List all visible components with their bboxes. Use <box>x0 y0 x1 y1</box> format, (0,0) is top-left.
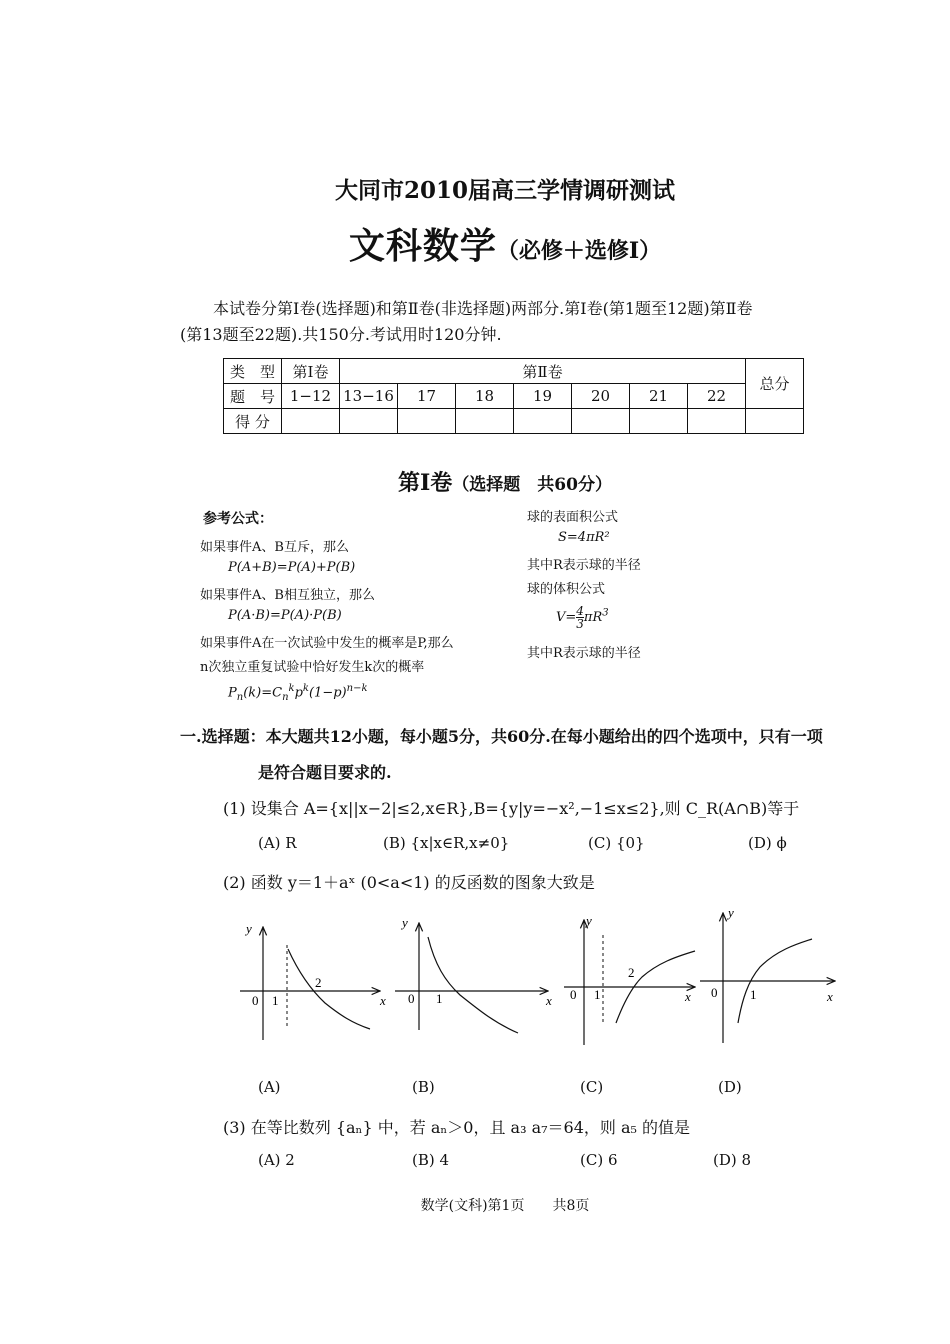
graph-d-origin: 0 <box>711 985 718 1000</box>
formula-line: n次独立重复试验中恰好发生k次的概率 <box>200 660 425 675</box>
graph-a[interactable] <box>240 921 386 1040</box>
graph-d[interactable] <box>700 905 835 1043</box>
q1-option-b[interactable]: (B) {x|x∈R,x≠0} <box>383 834 510 852</box>
subject-name: 文科数学 <box>348 225 497 267</box>
score-input-cell[interactable] <box>746 409 804 434</box>
q3-option-c[interactable]: (C) 6 <box>580 1151 618 1169</box>
score-input-cell[interactable] <box>514 409 572 434</box>
part-one-heading: 一.选择题：本大题共12小题，每小题5分，共60分.在每小题给出的四个选项中，只有一项 <box>180 727 823 746</box>
graph-d-one: 1 <box>750 987 757 1002</box>
formula-line: 其中R表示球的半径 <box>527 558 641 573</box>
score-input-cell[interactable] <box>282 409 340 434</box>
graph-c-origin: 0 <box>570 987 577 1002</box>
formula-line: 如果事件A、B互斥，那么 <box>200 540 349 555</box>
graph-a-curve <box>288 949 370 1029</box>
subject-title <box>0 218 950 269</box>
num-cell: 18 <box>456 384 514 409</box>
q3-option-a[interactable]: (A) 2 <box>258 1151 295 1169</box>
q1-option-a[interactable]: (A) R <box>258 834 297 852</box>
page-footer: 数学(文科)第1页 共8页 <box>420 1198 590 1214</box>
q2-option-c[interactable]: (C) <box>580 1078 604 1096</box>
q2-option-a[interactable]: (A) <box>258 1078 281 1096</box>
reference-heading: 参考公式： <box>203 511 273 527</box>
question-3-stem: (3) 在等比数列 {aₙ} 中，若 aₙ＞0，且 a₃ a₇＝64，则 a₅ 的值是 <box>223 1118 691 1137</box>
row-label-type: 类 型 <box>224 359 282 384</box>
q2-graphs <box>230 905 850 1075</box>
formula-line: S=4πR² <box>558 530 610 545</box>
graph-b-origin: 0 <box>408 991 415 1006</box>
subject-scope: （必修＋选修Ⅰ） <box>496 238 662 264</box>
q1-option-c[interactable]: (C) {0} <box>588 834 645 852</box>
graph-a-two: 2 <box>315 975 322 990</box>
sphere-volume-formula: V= $\frac{4}{3}$ $\pi R^3$ <box>556 604 609 631</box>
formula-line: 如果事件A在一次试验中发生的概率是P,那么 <box>200 636 454 651</box>
part1-header: 第Ⅰ卷 <box>282 359 340 384</box>
formula-line: 其中R表示球的半径 <box>527 646 641 661</box>
graph-c-x-label: x <box>685 989 691 1004</box>
graph-b-one: 1 <box>436 991 443 1006</box>
graph-c-two: 2 <box>628 965 635 980</box>
formula-line: 球的表面积公式 <box>527 510 619 525</box>
exam-title: 大同市2010届高三学情调研测试 <box>334 177 675 204</box>
graph-c[interactable] <box>564 913 695 1045</box>
formula-line: P(A+B)=P(A)+P(B) <box>228 560 356 575</box>
score-table <box>223 358 804 434</box>
num-cell: 22 <box>688 384 746 409</box>
num-cell: 17 <box>398 384 456 409</box>
formula-line: 如果事件A、B相互独立，那么 <box>200 588 375 603</box>
q3-option-b[interactable]: (B) 4 <box>412 1151 450 1169</box>
num-cell: 20 <box>572 384 630 409</box>
formula-line: 球的体积公式 <box>527 582 606 597</box>
graph-a-one: 1 <box>272 993 279 1008</box>
score-input-cell[interactable] <box>398 409 456 434</box>
num-cell: 19 <box>514 384 572 409</box>
graph-b-curve <box>428 937 518 1033</box>
graph-d-x-label: x <box>827 989 833 1004</box>
q3-option-d[interactable]: (D) 8 <box>713 1151 752 1169</box>
graph-a-y-label: y <box>246 921 252 936</box>
q2-option-d[interactable]: (D) <box>718 1078 742 1096</box>
row-label-score: 得 分 <box>224 409 282 434</box>
score-input-cell[interactable] <box>340 409 398 434</box>
graph-a-x-label: x <box>380 993 386 1008</box>
graph-b[interactable] <box>395 915 552 1033</box>
num-cell: 1−12 <box>282 384 340 409</box>
q2-option-b[interactable]: (B) <box>412 1078 435 1096</box>
q1-option-d[interactable]: (D) ϕ <box>748 834 787 852</box>
score-input-cell[interactable] <box>572 409 630 434</box>
graph-c-one: 1 <box>594 987 601 1002</box>
intro-line-2: (第13题至22题).共150分.考试用时120分钟. <box>180 325 502 344</box>
section-subtitle: （选择题 共60分） <box>452 475 612 495</box>
score-input-cell[interactable] <box>688 409 746 434</box>
intro-line-1: 本试卷分第Ⅰ卷(选择题)和第Ⅱ卷(非选择题)两部分.第Ⅰ卷(第1题至12题)第Ⅱ卷 <box>213 299 753 318</box>
section-name: 第Ⅰ卷 <box>398 470 453 496</box>
score-input-cell[interactable] <box>630 409 688 434</box>
row-label-number: 题 号 <box>224 384 282 409</box>
num-cell: 21 <box>630 384 688 409</box>
part-one-heading-cont: 是符合题目要求的. <box>258 763 392 782</box>
graph-a-origin: 0 <box>252 993 259 1008</box>
score-input-cell[interactable] <box>456 409 514 434</box>
binomial-formula: $P_n(k)=C_n^kp^k(1-p)^{n-k}$ <box>228 683 368 703</box>
num-cell: 13−16 <box>340 384 398 409</box>
question-1-stem: (1) 设集合 A={x||x−2|≤2,x∈R},B={y|y=−x²,−1≤x≤2},则 C_R(A∩B)等于 <box>223 799 800 818</box>
section-title <box>0 466 950 497</box>
question-2-stem: (2) 函数 y＝1＋aˣ (0<a<1) 的反函数的图象大致是 <box>223 873 595 892</box>
part2-header: 第Ⅱ卷 <box>340 359 746 384</box>
total-header: 总分 <box>746 359 804 409</box>
graph-c-y-label: y <box>586 913 592 928</box>
graph-b-x-label: x <box>546 993 552 1008</box>
graph-d-y-label: y <box>728 905 734 920</box>
graph-b-y-label: y <box>402 915 408 930</box>
formula-line: P(A·B)=P(A)·P(B) <box>228 608 342 623</box>
